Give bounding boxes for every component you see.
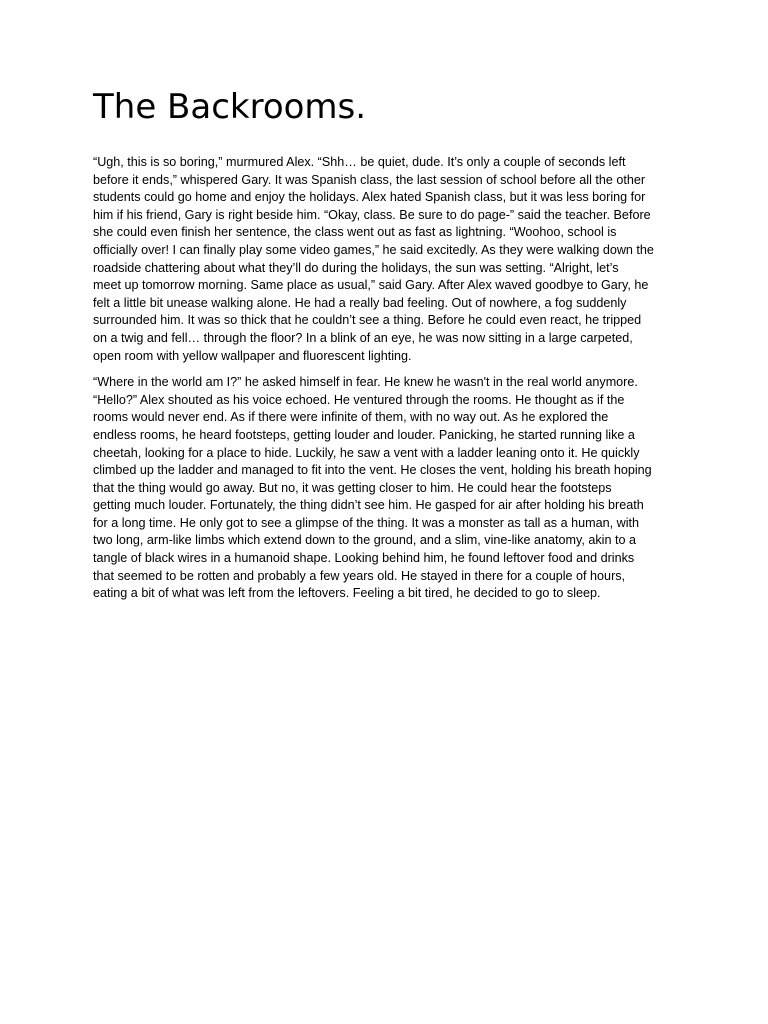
text-line: eating a bit of what was left from the leftovers. Feeling a bit tired, he decided to go to sleep. xyxy=(93,586,601,601)
text-line: cheetah, looking for a place to hide. Luckily, he saw a vent with a ladder leaning onto it. He quickly xyxy=(93,445,640,460)
text-line: “Hello?” Alex shouted as his voice echoed. He ventured through the rooms. He thought as if the xyxy=(93,392,625,407)
text-line: rooms would never end. As if there were infinite of them, with no way out. As he explored the xyxy=(93,410,609,425)
text-line: that the thing would go away. But no, it was getting closer to him. He could hear the footsteps xyxy=(93,480,612,495)
document-body xyxy=(93,154,677,612)
text-line: on a twig and fell… through the floor? In a blink of an eye, he was now sitting in a large carpeted, xyxy=(93,330,633,345)
text-line: “Ugh, this is so boring,” murmured Alex. “Shh… be quiet, dude. It’s only a couple of seconds left xyxy=(93,155,626,169)
text-line: tangle of black wires in a humanoid shape. Looking behind him, he found leftover food and drinks xyxy=(93,551,635,566)
text-line: she could even finish her sentence, the class went out as fast as lightning. “Woohoo, school is xyxy=(93,225,617,240)
paragraph-1 xyxy=(93,154,677,365)
text-line: two long, arm-like limbs which extend down to the ground, and a slim, vine-like anatomy, akin to a xyxy=(93,533,636,548)
paragraph-2 xyxy=(93,374,677,603)
text-line: for a long time. He only got to see a glimpse of the thing. It was a monster as tall as a human, with xyxy=(93,515,640,530)
text-line: surrounded him. It was so thick that he couldn’t see a thing. Before he could even react, he tripped xyxy=(93,313,642,328)
text-line: that seemed to be rotten and probably a few years old. He stayed in there for a couple of hours, xyxy=(93,568,626,583)
text-line: before it ends,” whispered Gary. It was Spanish class, the last session of school before all the other xyxy=(93,172,646,187)
text-line: climbed up the ladder and managed to fit into the vent. He closes the vent, holding his breath hoping xyxy=(93,463,652,478)
text-line: “Where in the world am I?” he asked himself in fear. He knew he wasn't in the real world anymore. xyxy=(93,375,638,390)
text-line: officially over! I can finally play some video games,” he said excitedly. As they were walking down the xyxy=(93,242,654,257)
document-title: The Backrooms. xyxy=(93,87,367,127)
text-line: students could go home and enjoy the holidays. Alex hated Spanish class, but it was less boring for xyxy=(93,190,646,205)
text-line: him if his friend, Gary is right beside him. “Okay, class. Be sure to do page-” said the teacher. Before xyxy=(93,207,651,222)
text-line: meet up tomorrow morning. Same place as usual,” said Gary. After Alex waved goodbye to Gary, he xyxy=(93,278,649,293)
text-line: getting much louder. Fortunately, the thing didn’t see him. He gasped for air after holding his breath xyxy=(93,498,644,513)
text-line: endless rooms, he heard footsteps, getting louder and louder. Panicking, he started running like a xyxy=(93,427,635,442)
text-line: open room with yellow wallpaper and fluorescent lighting. xyxy=(93,348,412,363)
text-line: roadside chattering about what they’ll do during the holidays, the sun was setting. “Alright, let’s xyxy=(93,260,619,275)
text-line: felt a little bit unease walking alone. He had a really bad feeling. Out of nowhere, a fog suddenly xyxy=(93,295,627,310)
